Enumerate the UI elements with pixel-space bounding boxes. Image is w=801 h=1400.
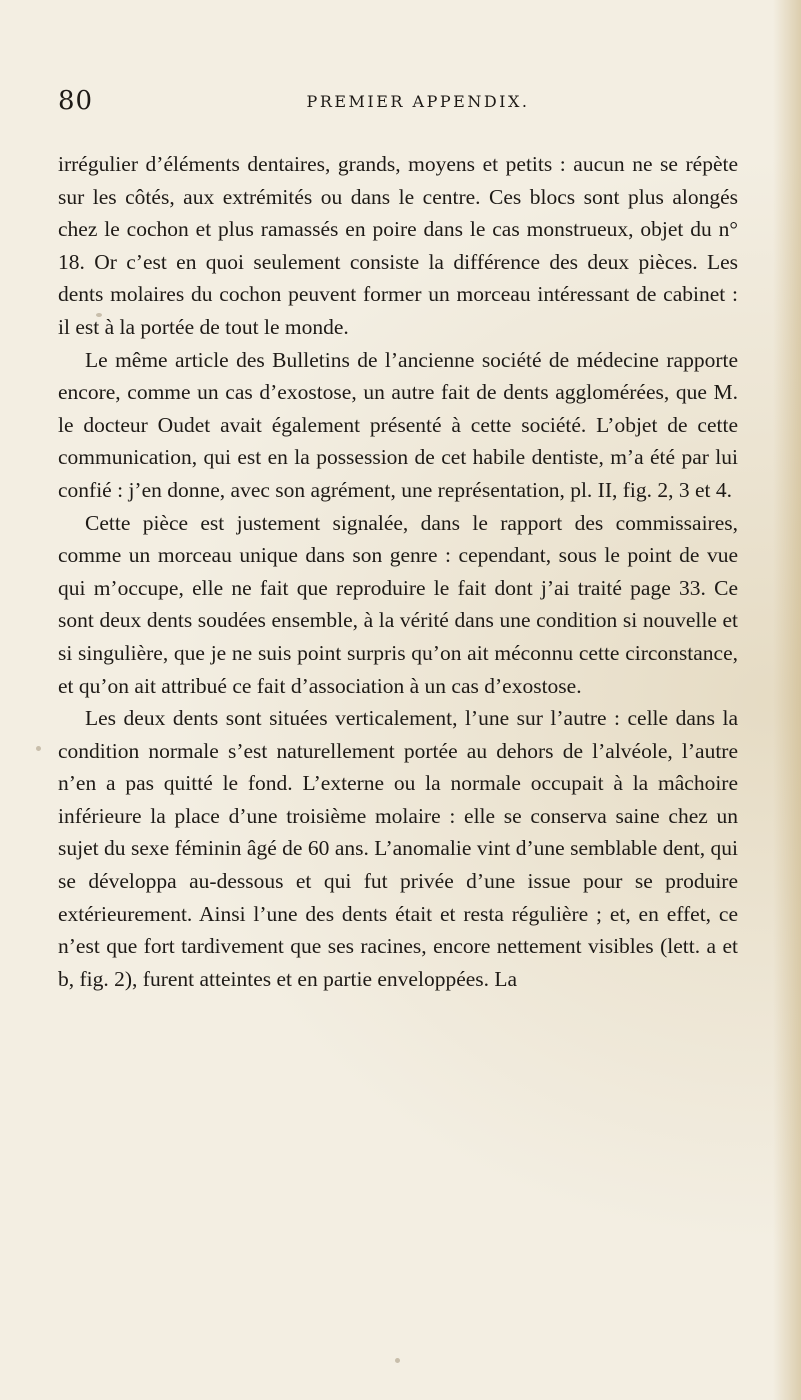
paragraph-1: irrégulier d’éléments dentaires, grands, moyens et petits : aucun ne se répète sur les côtés, aux extrémités ou dans le centre. Ces blocs sont plus alongés chez le cochon et plus ramassés en poire dans le cas monstrueux, objet du n° 18. Or c’est en quoi seulement consiste la différence des deux pièces. Les dents molaires du cochon peuvent former un morceau intéressant de cabinet : il est à la portée de tout le monde. xyxy=(58,152,738,339)
paragraph-4: Les deux dents sont situées verticalement, l’une sur l’autre : celle dans la condition normale s’est naturellement portée au dehors de l’alvéole, l’autre n’en a pas quitté le fond. L’externe ou la normale occupait à la mâchoire inférieure la place d’une troisième molaire : elle se conserva saine chez un sujet du sexe féminin âgé de 60 ans. L’anomalie vint d’une semblable dent, qui se développa au-dessous et qui fut privée d’une issue pour se produire extérieurement. Ainsi l’une des dents était et resta régulière ; et, en effet, ce n’est que fort tardivement que ses racines, encore nettement visibles (lett. a et b, fig. 2), furent atteintes et en partie enveloppées. La xyxy=(58,706,738,991)
paragraph-3: Cette pièce est justement signalée, dans le rapport des commissaires, comme un morceau unique dans son genre : cependant, sous le point de vue qui m’occupe, elle ne fait que reproduire le fait dont j’ai traité page 33. Ce sont deux dents soudées ensemble, à la vérité dans une condition si nouvelle et si singulière, que je ne suis point surpris qu’on ait méconnu cette circonstance, et qu’on ait attribué ce fait d’association à un cas d’exostose. xyxy=(58,510,738,698)
ink-smudge xyxy=(96,313,102,317)
ink-smudge xyxy=(36,746,41,751)
page-header xyxy=(58,86,758,126)
ink-smudge xyxy=(395,1358,400,1363)
paragraph-2: Le même article des Bulletins de l’ancienne société de médecine rapporte encore, comme un cas d’exostose, un autre fait de dents agglomérées, que M. le docteur Oudet avait également présenté à cette société. L’objet de cette communication, qui est en la possession de cet habile dentiste, m’a été par lui confié : j’en donne, avec son agrément, une représentation, pl. II, fig. 2, 3 et 4. xyxy=(58,347,738,502)
running-head: PREMIER APPENDIX. xyxy=(306,92,530,111)
body-text xyxy=(58,148,738,995)
page-edge-shadow xyxy=(773,0,801,1400)
page-number: 80 xyxy=(58,86,94,116)
